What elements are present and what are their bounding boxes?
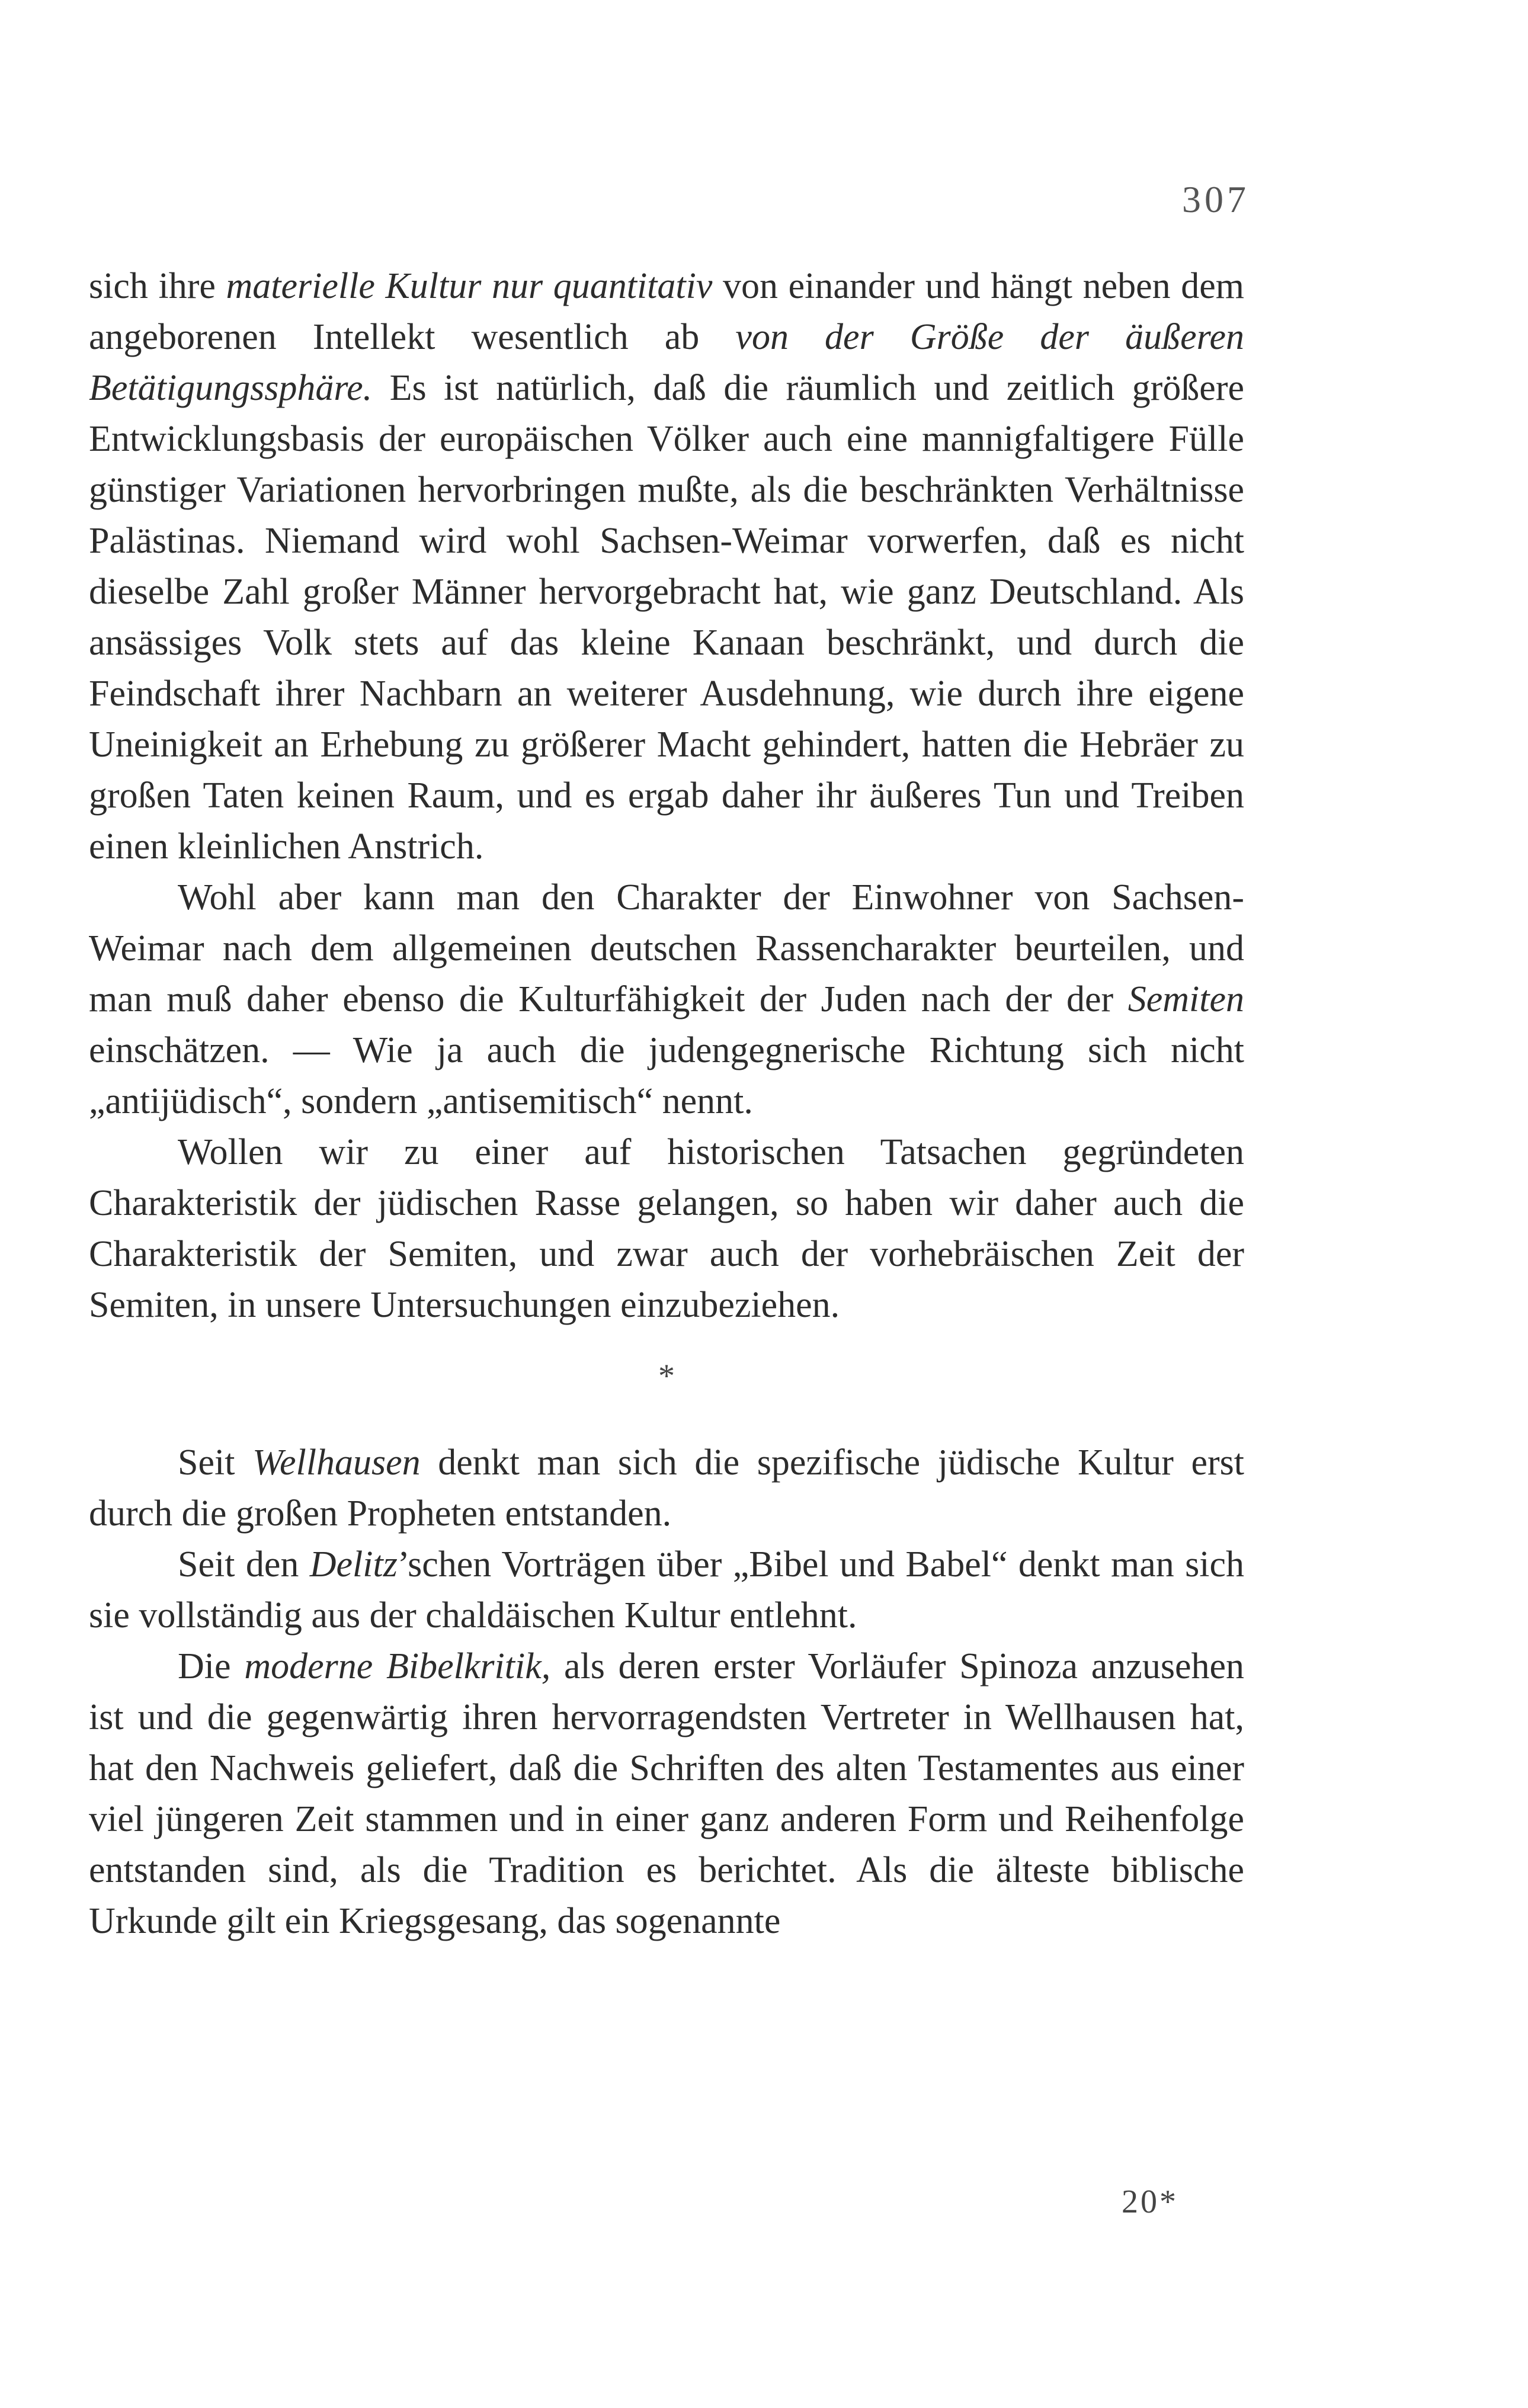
- signature-mark: 20*: [1122, 2183, 1178, 2220]
- paragraph: [89, 872, 1244, 1127]
- paragraph-text: einschätzen. — Wie ja auch die judengegnerische Richtung sich nicht „antijüdisch“, sondern „antisemitisch“ nennt.: [89, 1030, 1244, 1121]
- paragraph-text: als deren erster Vorläufer Spinoza anzusehen ist und die gegenwärtig ihren hervorragendsten Vertreter in Wellhausen hat, hat den Nachweis geliefert, daß die Schriften des alten Testamentes aus einer viel jüngeren Zeit stammen und in einer ganz anderen Form und Reihenfolge entstanden sind, als die Tradition es berichtet. Als die älteste biblische Urkunde gilt ein Kriegsgesang, das sogenannte: [89, 1646, 1244, 1941]
- paragraph: [89, 1539, 1244, 1641]
- paragraph-text: Die: [178, 1646, 245, 1686]
- emphasis-text: materielle Kultur nur quantitativ: [226, 266, 713, 306]
- paragraph-text: Seit den: [178, 1544, 310, 1585]
- emphasis-text: Wellhausen: [252, 1442, 421, 1483]
- paragraph-text: sich ihre: [89, 266, 226, 306]
- paragraphs-before-break: [89, 261, 1244, 1330]
- paragraph: [89, 1641, 1244, 1947]
- paragraph-text: Seit: [178, 1442, 253, 1483]
- paragraph: [89, 1437, 1244, 1539]
- paragraph: [89, 1127, 1244, 1330]
- paragraph-text: Wohl aber kann man den Charakter der Einwohner von Sachsen-Weimar nach dem allgemeinen deutschen Rassencharakter beurteilen, und man muß daher ebenso die Kulturfähigkeit der Juden nach der der: [89, 877, 1244, 1019]
- paragraphs-after-break: [89, 1437, 1244, 1947]
- emphasis-text: Semiten: [1127, 979, 1244, 1019]
- paragraph: [89, 261, 1244, 872]
- section-asterism: *: [658, 1358, 675, 1394]
- paragraph-text: ’schen Vorträgen über „Bibel und Babel“ denkt man sich sie vollständig aus der chaldäischen Kultur entlehnt.: [89, 1544, 1244, 1636]
- emphasis-text: Delitz: [309, 1544, 398, 1585]
- paragraph-text: Wollen wir zu einer auf historischen Tatsachen gegründeten Charakteristik der jüdischen Rasse gelangen, so haben wir daher auch die Charakteristik der Semiten, und zwar auch der vorhebräischen Zeit der Semiten, in unsere Untersuchungen einzubeziehen.: [89, 1132, 1244, 1325]
- page-number: 307: [1182, 178, 1250, 220]
- emphasis-text: von der Größe der äußeren Betätigungssphäre.: [89, 317, 1244, 408]
- paragraph-text: denkt man sich die spezifische jüdische Kultur erst durch die großen Propheten entstanden.: [89, 1442, 1244, 1534]
- body-text: [89, 261, 1244, 1947]
- emphasis-text: moderne Bibelkritik,: [244, 1646, 551, 1686]
- paragraph-text: von einander und hängt neben dem angeborenen Intellekt wesentlich ab: [89, 266, 1244, 357]
- paragraph-text: Es ist natürlich, daß die räumlich und zeitlich größere Entwicklungsbasis der europäischen Völker auch eine mannigfaltigere Fülle günstiger Variationen hervorbringen mußte, als die beschränkten Verhältnisse Palästinas. Niemand wird wohl Sachsen-Weimar vorwerfen, daß es nicht dieselbe Zahl großer Männer hervorgebracht hat, wie ganz Deutschland. Als ansässiges Volk stets auf das kleine Kanaan beschränkt, und durch die Feindschaft ihrer Nachbarn an weiterer Ausdehnung, wie durch ihre eigene Uneinigkeit an Erhebung zu größerer Macht gehindert, hatten die Hebräer zu großen Taten keinen Raum, und es ergab daher ihr äußeres Tun und Treiben einen kleinlichen Anstrich.: [89, 368, 1244, 867]
